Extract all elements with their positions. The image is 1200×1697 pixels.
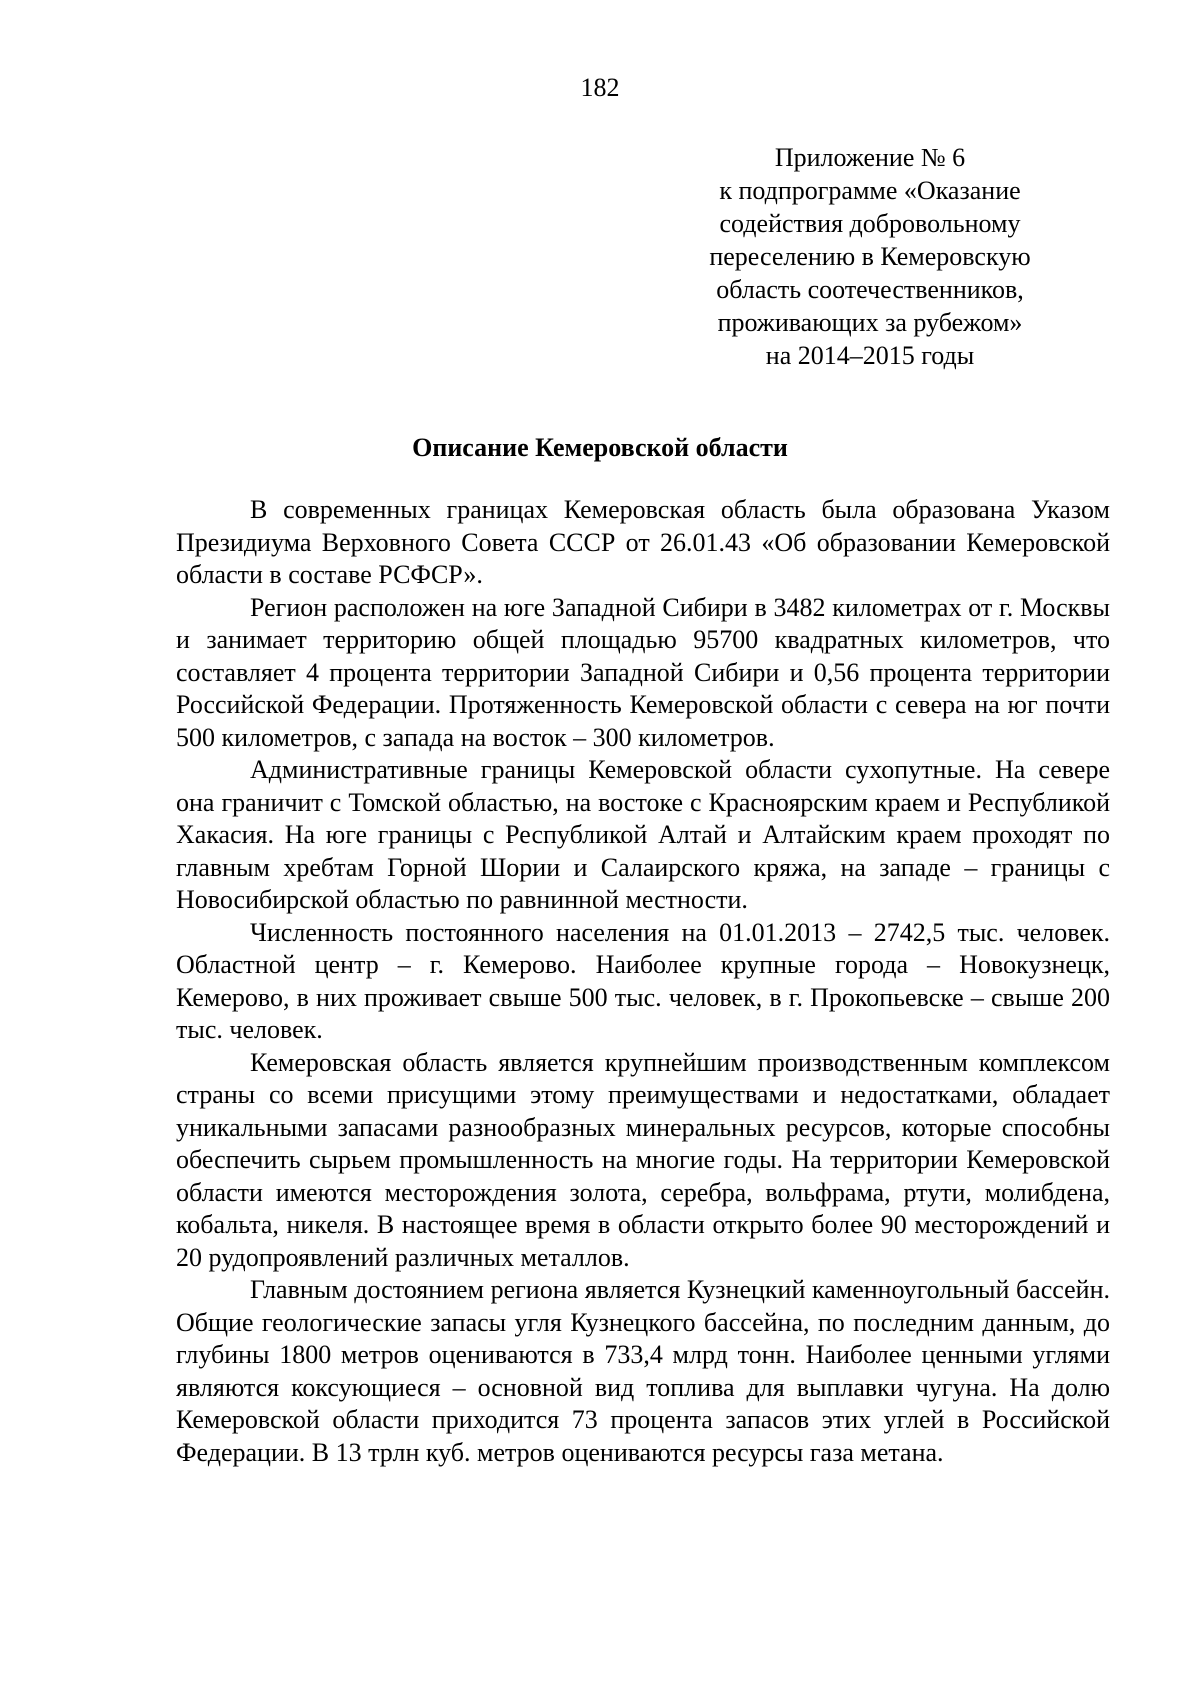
appendix-line: проживающих за рубежом» <box>717 308 1023 337</box>
appendix-line: содействия добровольному <box>719 209 1021 238</box>
appendix-line: переселению в Кемеровскую <box>709 242 1031 271</box>
appendix-line: на 2014–2015 годы <box>765 341 975 370</box>
paragraph: Главным достоянием региона является Кузнецкий каменноугольный бассейн. Общие геологические запасы угля Кузнецкого бассейна, по последним данным, до глубины 1800 метров оцениваются в 733,4 млрд тонн. Наиболее ценными углями являются коксующиеся – основной вид топлива для выплавки чугуна. На долю Кемеровской области приходится 73 процента запасов этих углей в Российской Федерации. В 13 трлн куб. метров оцениваются ресурсы газа метана. <box>176 1275 1110 1467</box>
document-body <box>176 494 1110 1469</box>
paragraph: Численность постоянного населения на 01.01.2013 – 2742,5 тыс. человек. Областной центр – г. Кемерово. Наиболее крупные города – Новокузнецк, Кемерово, в них проживает свыше 500 тыс. человек, в г. Прокопьевске – свыше 200 тыс. человек. <box>176 917 1110 1044</box>
paragraph: Кемеровская область является крупнейшим производственным комплексом страны со всеми присущими этому преимуществами и недостатками, обладает уникальными запасами разнообразных минеральных ресурсов, которые способны обеспечить сырьем промышленность на многие годы. На территории Кемеровской области имеются месторождения золота, серебра, вольфрама, ртути, молибдена, кобальта, никеля. В настоящее время в области открыто более 90 месторождений и 20 рудопроявлений различных металлов. <box>176 1047 1110 1272</box>
paragraph: В современных границах Кемеровская область была образована Указом Президиума Верховного Совета СССР от 26.01.43 «Об образовании Кемеровской области в составе РСФСР». <box>176 495 1110 589</box>
document-title: Описание Кемеровской области <box>412 433 788 462</box>
appendix-line: Приложение № 6 <box>774 143 966 172</box>
appendix-line: к подпрограмме «Оказание <box>719 176 1021 205</box>
paragraph: Административные границы Кемеровской области сухопутные. На севере она граничит с Томской областью, на востоке с Красноярским краем и Республикой Хакасия. На юге границы с Республикой Алтай и Алтайским краем проходят по главным хребтам Горной Шории и Салаирского кряжа, на западе – границы с Новосибирской областью по равнинной местности. <box>176 755 1110 914</box>
appendix-header <box>660 141 1080 372</box>
page-number: 182 <box>580 73 620 102</box>
appendix-line: область соотечественников, <box>716 275 1024 304</box>
paragraph: Регион расположен на юге Западной Сибири в 3482 километрах от г. Москвы и занимает территорию общей площадью 95700 квадратных километров, что составляет 4 процента территории Западной Сибири и 0,56 процента территории Российской Федерации. Протяженность Кемеровской области с севера на юг почти 500 километров, с запада на восток – 300 километров. <box>176 592 1110 752</box>
